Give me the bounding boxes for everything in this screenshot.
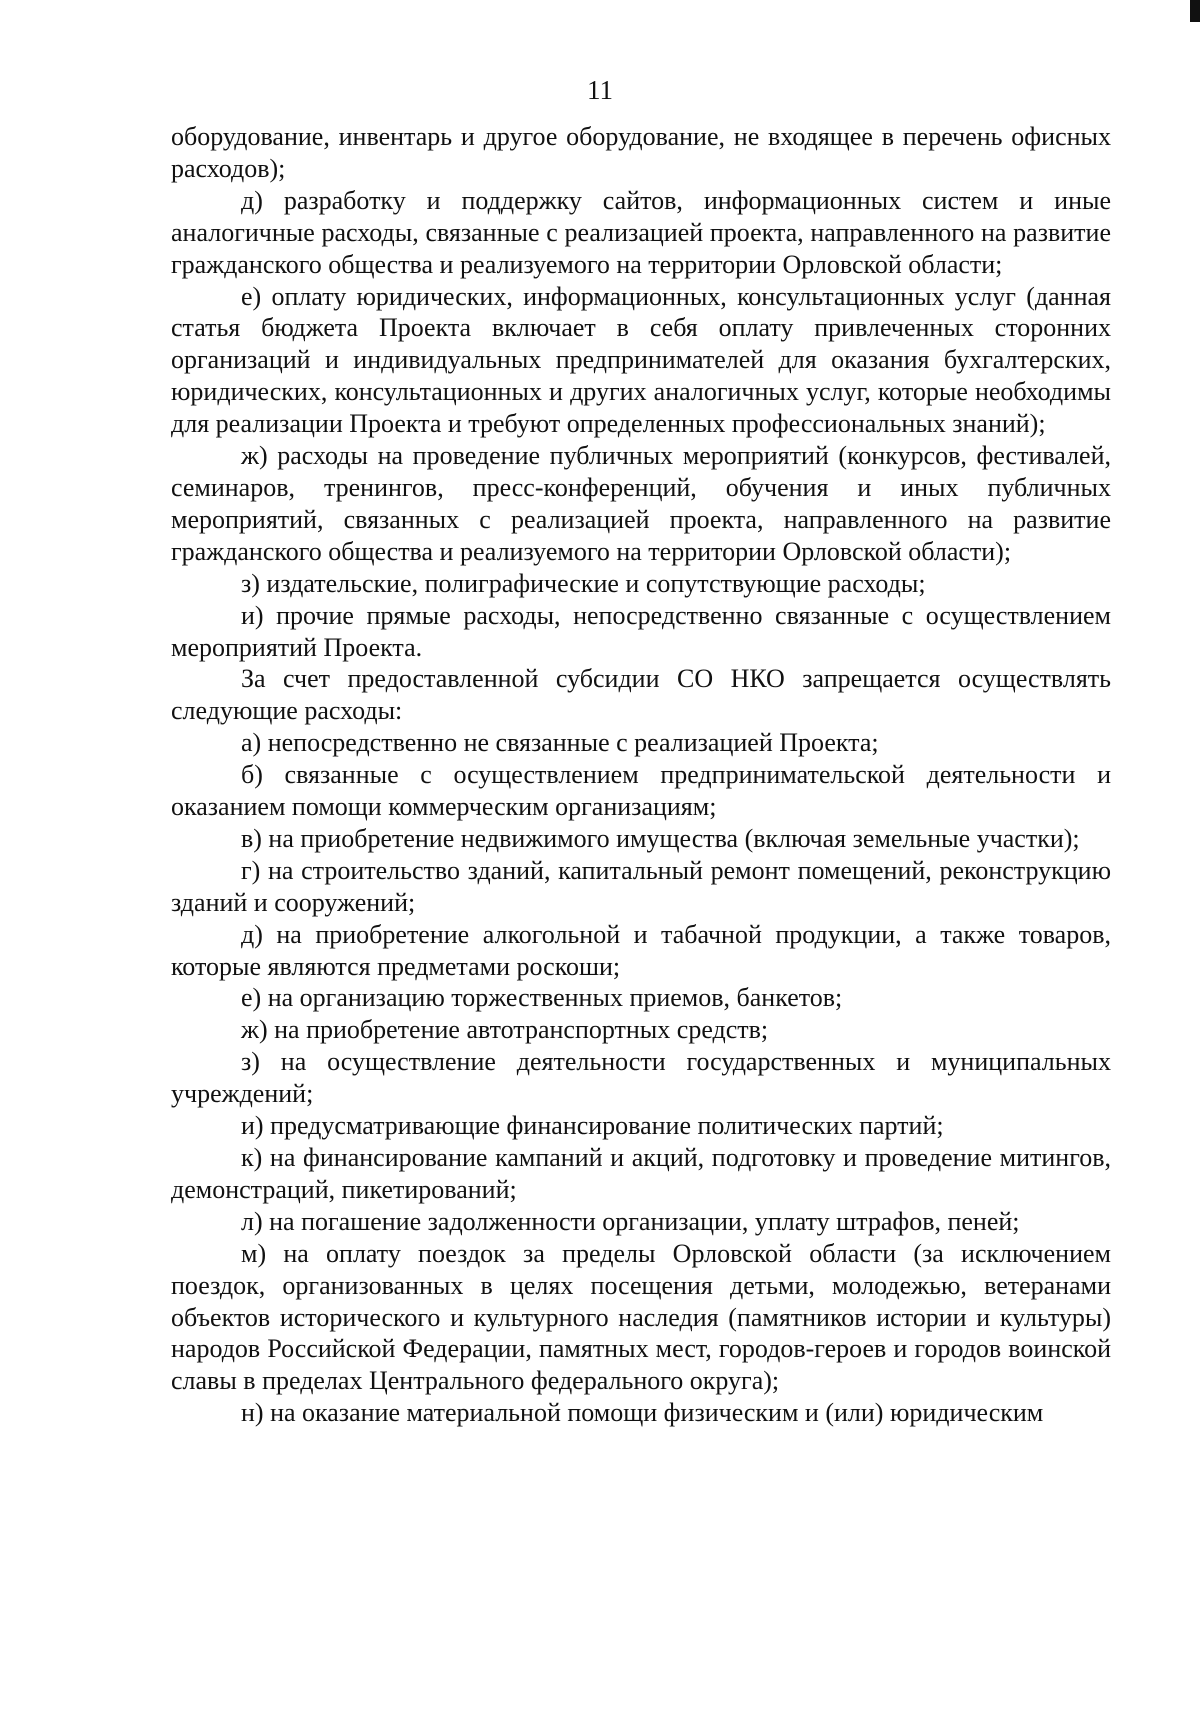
paragraph-prohibited-intro: За счет предоставленной субсидии СО НКО запрещается осуществлять следующие расходы: bbox=[171, 664, 1111, 726]
paragraph-equipment-cont: оборудование, инвентарь и другое оборудование, не входящее в перечень офисных расходов); bbox=[171, 122, 1111, 183]
paragraph-prohibited-m: м) на оплату поездок за пределы Орловской области (за исключением поездок, организованных в целях посещения детьми, молодежью, ветеранами объектов исторического и культурного наследия (памятников истории и культуры) народов Российской Федерации, памятных мест, городов-героев и городов воинской славы в пределах Центрального федерального округа); bbox=[171, 1238, 1111, 1396]
page-number: 11 bbox=[587, 75, 613, 105]
paragraph-prohibited-e: е) на организацию торжественных приемов, банкетов; bbox=[241, 983, 843, 1013]
paragraph-prohibited-k: к) на финансирование кампаний и акций, подготовку и проведение митингов, демонстраций, пикетирований; bbox=[171, 1143, 1111, 1204]
document-body bbox=[171, 121, 1111, 1429]
paragraph-prohibited-n: н) на оказание материальной помощи физическим и (или) юридическим bbox=[241, 1398, 1044, 1428]
paragraph-prohibited-b: б) связанные с осуществлением предпринимательской деятельности и оказанием помощи коммерческим организациям; bbox=[171, 760, 1111, 822]
paragraph-prohibited-l: л) на погашение задолженности организации, уплату штрафов, пеней; bbox=[241, 1206, 1020, 1236]
paragraph-prohibited-z: з) на осуществление деятельности государственных и муниципальных учреждений; bbox=[171, 1047, 1111, 1109]
paragraph-prohibited-g: г) на строительство зданий, капитальный ремонт помещений, реконструкцию зданий и сооружений; bbox=[171, 855, 1111, 917]
paragraph-prohibited-a: а) непосредственно не связанные с реализацией Проекта; bbox=[241, 728, 879, 758]
paragraph-prohibited-zh: ж) на приобретение автотранспортных средств; bbox=[241, 1015, 769, 1045]
paragraph-prohibited-i: и) предусматривающие финансирование политических партий; bbox=[241, 1111, 944, 1141]
paragraph-item-z-publishing: з) издательские, полиграфические и сопутствующие расходы; bbox=[241, 568, 926, 598]
paragraph-item-i-other: и) прочие прямые расходы, непосредственно связанные с осуществлением мероприятий Проекта. bbox=[171, 600, 1111, 662]
paragraph-prohibited-v: в) на приобретение недвижимого имущества (включая земельные участки); bbox=[241, 823, 1080, 853]
paragraph-item-zh-events: ж) расходы на проведение публичных мероприятий (конкурсов, фестивалей, семинаров, тренингов, пресс-конференций, обучения и иных публичных мероприятий, связанных с реализацией проекта, направленного на развитие гражданского общества и реализуемого на территории Орловской области); bbox=[171, 441, 1111, 566]
paragraph-item-e-services: е) оплату юридических, информационных, консультационных услуг (данная статья бюджета Проекта включает в себя оплату привлеченных сторонних организаций и индивидуальных предпринимателей для оказания бухгалтерских, юридических, консультационных и других аналогичных услуг, которые необходимы для реализации Проекта и требуют определенных профессиональных знаний); bbox=[171, 281, 1111, 439]
scan-edge-mark bbox=[1190, 0, 1200, 22]
paragraph-prohibited-d: д) на приобретение алкогольной и табачной продукции, а также товаров, которые являются предметами роскоши; bbox=[171, 919, 1111, 981]
paragraph-item-d-websites: д) разработку и поддержку сайтов, информационных систем и иные аналогичные расходы, связанные с реализацией проекта, направленного на развитие гражданского общества и реализуемого на территории Орловской области; bbox=[171, 185, 1111, 279]
